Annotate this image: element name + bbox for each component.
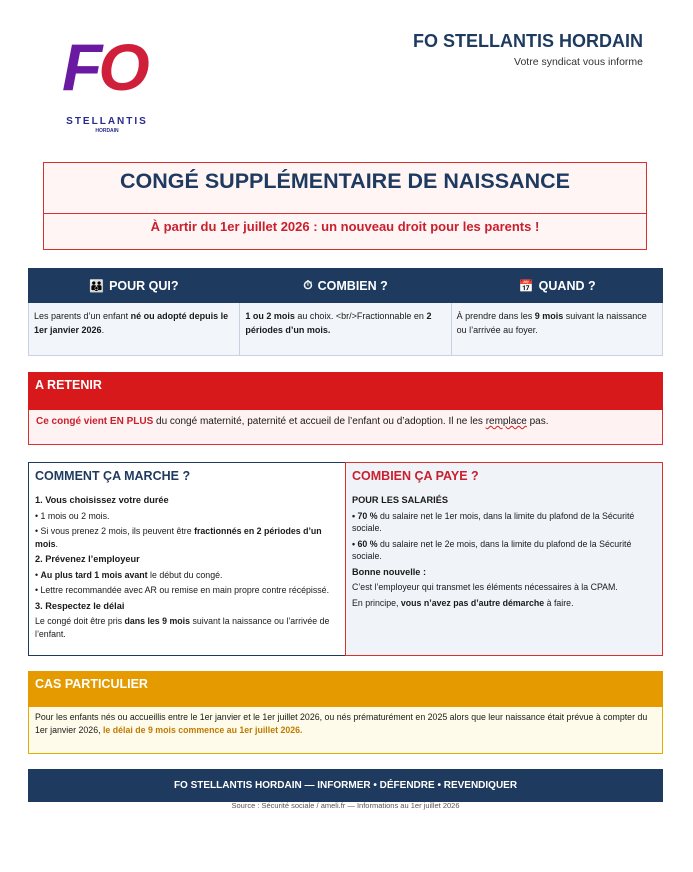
how-heading: COMMENT ÇA MARCHE ? [35,469,191,483]
cas-body [28,707,663,754]
logo-site: HORDAIN [95,128,119,134]
column-head-who [28,268,240,303]
text-part: suivant la naissance ou l’arrivée au foyer. [456,311,647,335]
step-2-item: • Lettre recommandée avec AR ou remise en main propre contre récépissé. [35,585,330,595]
text-part: • [35,569,41,580]
column-text-who [29,303,239,355]
text-part: Le congé doit être pris [35,616,125,626]
pay-panel [345,462,663,656]
retenir-heading: A RETENIR [35,378,102,392]
page-title: CONGÉ SUPPLÉMENTAIRE DE NAISSANCE [120,169,570,193]
retenir-header [28,372,663,410]
logo-letter-o: O [98,30,146,104]
title-box [43,162,647,250]
text-part-bold: dans les 9 mois [124,616,191,626]
text-part: suivant la naissance ou l’arrivée de l’enfant. [35,616,330,639]
pay-line [352,538,656,563]
column-label-who: POUR QUI? [109,278,179,293]
column-head-howmuch [240,268,452,303]
text-part-bold: 1 ou 2 mois [245,311,295,321]
column-head-when [451,268,663,303]
cas-heading: CAS PARTICULIER [35,677,148,691]
cas-header [28,671,663,707]
retenir-underlined: remplace [485,416,527,427]
text-part-bold: • 70 % [352,510,378,521]
source-note: Source : Sécurité sociale / ameli.fr — Informations au 1er juillet 2026 [231,801,460,810]
text-part-bold: fractionnés en 2 périodes d’un mois [35,526,322,549]
page-subtitle: À partir du 1er juillet 2026 : un nouveau droit pour les parents ! [150,219,540,234]
text-part: le début du congé. [147,569,223,580]
step-3-item [35,615,339,640]
retenir-end: pas. [526,416,549,427]
org-name: FO STELLANTIS HORDAIN [413,31,643,51]
step-2-title: 2. Prévenez l’employeur [35,554,140,564]
info-columns-body [28,303,663,356]
text-part-bold: • 60 % [352,538,378,549]
good-news-title: Bonne nouvelle : [352,566,427,577]
text-part-bold: 9 mois [534,311,564,321]
calendar-icon: 📅 [518,278,534,293]
tagline: Votre syndicat vous informe [514,56,643,68]
logo-brand: STELLANTIS [66,116,148,127]
text-part: à faire. [544,597,574,608]
text-part: . [101,325,105,335]
how-it-works-panel [28,462,346,656]
text-part: . [55,538,58,549]
info-columns-header [28,268,663,303]
text-part: Les parents d’un enfant [34,311,131,321]
column-label-howmuch: COMBIEN ? [317,278,388,293]
retenir-text: du congé maternité, paternité et accueil de l’enfant ou d’adoption. Il ne les [153,416,486,427]
text-part-bold: 2 périodes d’un mois. [245,311,432,335]
step-2-item [35,569,339,582]
step-1-title: 1. Vous choisissez votre durée [35,495,169,505]
title-divider [44,213,646,214]
timer-icon: ⏱ [303,278,313,292]
footer-banner: FO STELLANTIS HORDAIN — INFORMER • DÉFENDRE • REVENDIQUER [28,769,663,802]
retenir-body [28,410,663,445]
step-3-title: 3. Respectez le délai [35,600,125,611]
column-text-when [451,303,662,355]
retenir-lead: Ce congé vient EN PLUS [36,416,154,427]
pay-line [352,510,656,535]
text-part: au choix. <br/>Fractionnable en [294,311,427,321]
pay-line: C’est l’employeur qui transmet les éléments nécessaires à la CPAM. [352,582,618,592]
column-label-when: QUAND ? [538,278,596,293]
step-1-item: • 1 mois ou 2 mois. [35,510,110,521]
fo-logo [52,30,160,138]
parents-icon: 👪 [89,278,105,293]
text-part: En principe, [352,597,401,608]
cas-end: . [300,725,303,735]
pay-heading: COMBIEN ÇA PAYE ? [352,469,479,483]
text-part-bold: né ou adopté depuis le 1er janvier 2026 [34,311,229,335]
column-text-howmuch [239,303,450,355]
pay-line [352,597,656,610]
text-part-bold: Au plus tard 1 mois avant [40,569,148,580]
text-part: du salaire net le 1er mois, dans la limite du plafond de la Sécurité sociale. [352,510,635,533]
cas-highlight: le délai de 9 mois commence au 1er juillet 2026 [102,725,301,735]
step-1-item [35,525,339,550]
logo-letters: FO [62,30,146,104]
pay-subheading: POUR LES SALARIÉS [352,495,448,505]
text-part-bold: vous n’avez pas d’autre démarche [400,597,545,608]
text-part: À prendre dans les [456,311,535,321]
text-part: • Si vous prenez 2 mois, ils peuvent être [35,526,195,536]
cas-text: Pour les enfants nés ou accueillis entre le 1er janvier et le 1er juillet 2026, ou nés prématurément en 2025 alors que leur naissance était prévue à compter du 1er janvier 2026, [35,712,648,735]
text-part: du salaire net le 2e mois, dans la limite du plafond de la Sécurité sociale. [352,538,632,561]
